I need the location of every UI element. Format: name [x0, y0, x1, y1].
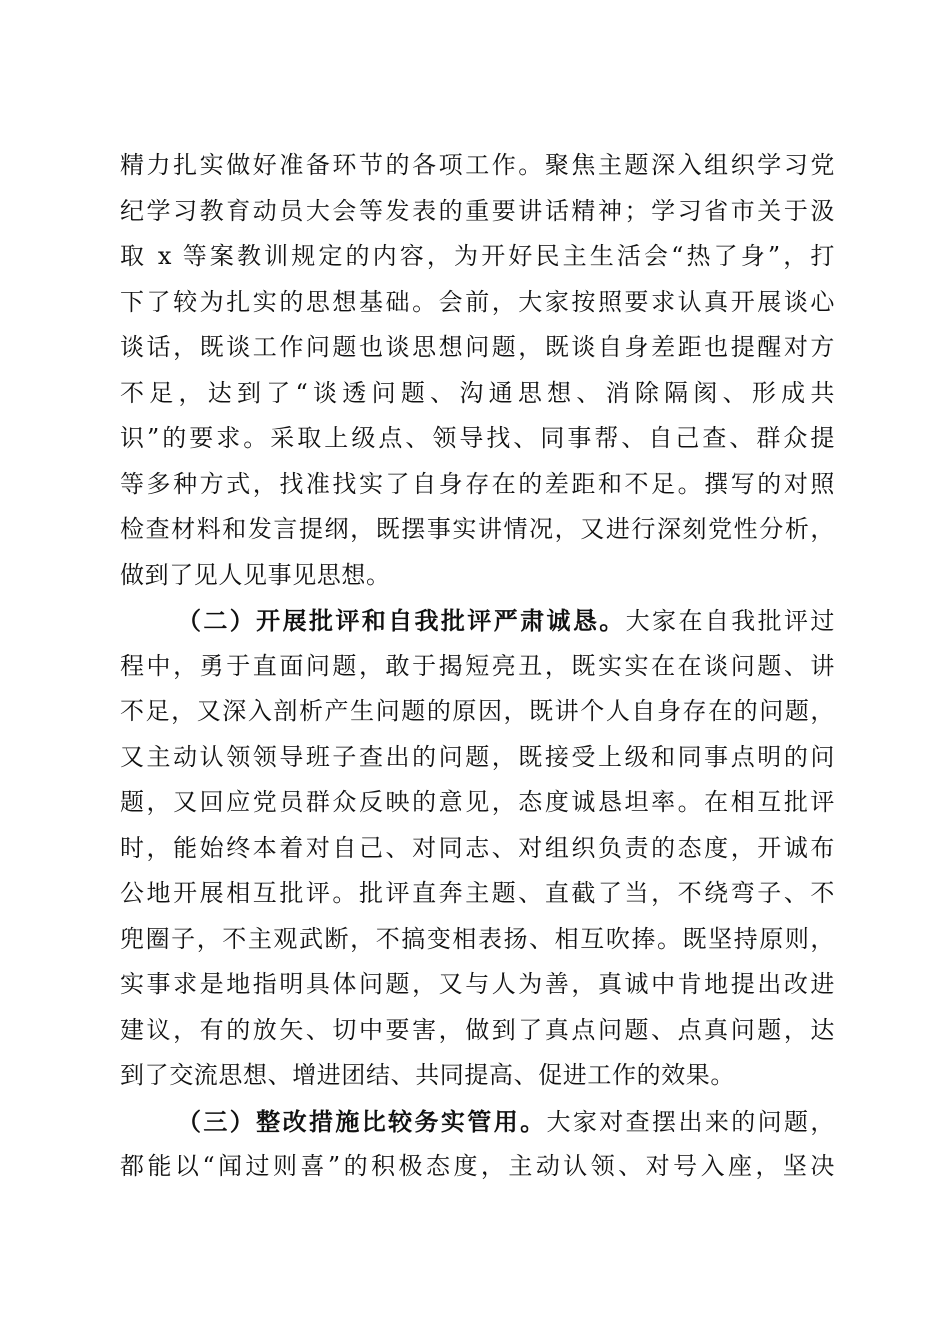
section-heading: （二）开展批评和自我批评严肃诚恳。 [177, 606, 626, 635]
section-text: 大家对查摆出来的问题， [546, 1107, 835, 1136]
text-line: 检查材料和发言提纲，既摆事实讲情况，又进行深刻党性分析， [120, 515, 835, 543]
text-line: 公地开展相互批评。批评直奔主题、直截了当，不绕弯子、不 [120, 879, 835, 907]
text-line: 做到了见人见事见思想。 [120, 560, 391, 589]
text-line: 程中，勇于直面问题，敢于揭短亮丑，既实实在在谈问题、讲 [120, 651, 835, 680]
section-heading: （三）整改措施比较务实管用。 [177, 1106, 547, 1136]
text-line: 不足，又深入剖析产生问题的原因，既讲个人自身存在的问题， [120, 697, 835, 725]
paragraph-1 [120, 143, 835, 598]
section-heading-line [120, 1099, 835, 1145]
text-line: 又主动认领领导班子查出的问题，既接受上级和同事点明的问 [120, 742, 835, 771]
text-line: 不足，达到了“谈透问题、沟通思想、消除隔阂、形成共 [120, 378, 835, 407]
paragraph-2 [120, 598, 835, 1099]
text-line: 精力扎实做好准备环节的各项工作。聚焦主题深入组织学习党 [120, 151, 835, 179]
text-line: 谈话，既谈工作问题也谈思想问题，既谈自身差距也提醒对方 [120, 333, 835, 361]
text-line: 到了交流思想、增进团结、共同提高、促进工作的效果。 [120, 1061, 735, 1089]
text-line: 题，又回应党员群众反映的意见，态度诚恳坦率。在相互批评 [120, 788, 835, 816]
text-line: 实事求是地指明具体问题，又与人为善，真诚中肯地提出改进 [120, 970, 835, 998]
text-line: 时，能始终本着对自己、对同志、对组织负责的态度，开诚布 [120, 833, 835, 862]
text-line: 识”的要求。采取上级点、领导找、同事帮、自己查、群众提 [120, 424, 835, 452]
section-heading-line [120, 598, 835, 644]
document-body [120, 143, 835, 1190]
text-line: 兜圈子，不主观武断，不搞变相表扬、相互吹捧。既坚持原则， [120, 924, 835, 953]
text-line: 取 x 等案教训规定的内容，为开好民主生活会“热了身”，打 [120, 242, 835, 270]
text-line: 都能以“闻过则喜”的积极态度，主动认领、对号入座，坚决 [120, 1152, 835, 1180]
text-line: 建议，有的放矢、切中要害，做到了真点问题、点真问题，达 [120, 1015, 835, 1044]
text-line: 纪学习教育动员大会等发表的重要讲话精神；学习省市关于汲 [120, 196, 835, 225]
section-text: 大家在自我批评过 [625, 607, 835, 635]
text-line: 下了较为扎实的思想基础。会前，大家按照要求认真开展谈心 [120, 287, 835, 316]
text-line: 等多种方式，找准找实了自身存在的差距和不足。撰写的对照 [120, 469, 835, 498]
paragraph-3 [120, 1099, 835, 1190]
